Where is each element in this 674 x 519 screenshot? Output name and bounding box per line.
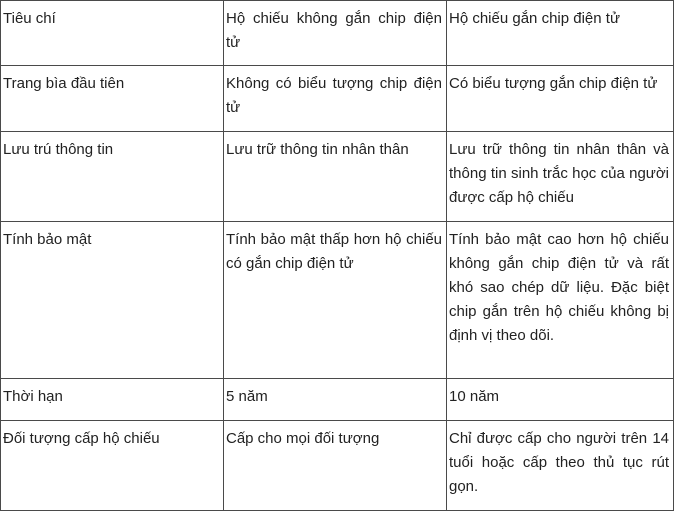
with-chip-cell: Chỉ được cấp cho người trên 14 tuổi hoặc cấp theo thủ tục rút gọn.: [447, 421, 674, 511]
table-row: [1, 66, 674, 132]
criterion-cell: Thời hạn: [1, 379, 224, 421]
criterion-cell: Đối tượng cấp hộ chiếu: [1, 421, 224, 511]
criterion-cell: Lưu trú thông tin: [1, 132, 224, 222]
with-chip-cell: 10 năm: [447, 379, 674, 421]
table-row: [1, 132, 674, 222]
criterion-cell: Trang bìa đầu tiên: [1, 66, 224, 132]
no-chip-cell: 5 năm: [224, 379, 447, 421]
with-chip-cell: Tính bảo mật cao hơn hộ chiếu không gắn chip điện tử và rất khó sao chép dữ liệu. Đặc biệt chip gắn trên hộ chiếu không bị định vị theo dõi.: [447, 222, 674, 379]
no-chip-cell: Hộ chiếu không gắn chip điện tử: [224, 1, 447, 66]
table-row: [1, 1, 674, 66]
with-chip-cell: Có biểu tượng gắn chip điện tử: [447, 66, 674, 132]
criterion-cell: Tiêu chí: [1, 1, 224, 66]
table-row: [1, 379, 674, 421]
no-chip-cell: Lưu trữ thông tin nhân thân: [224, 132, 447, 222]
with-chip-cell: Hộ chiếu gắn chip điện tử: [447, 1, 674, 66]
table-row: [1, 222, 674, 379]
no-chip-cell: Cấp cho mọi đối tượng: [224, 421, 447, 511]
no-chip-cell: Tính bảo mật thấp hơn hộ chiếu có gắn chip điện tử: [224, 222, 447, 379]
with-chip-cell: Lưu trữ thông tin nhân thân và thông tin sinh trắc học của người được cấp hộ chiếu: [447, 132, 674, 222]
criterion-cell: Tính bảo mật: [1, 222, 224, 379]
no-chip-cell: Không có biểu tượng chip điện tử: [224, 66, 447, 132]
table-row: [1, 421, 674, 511]
